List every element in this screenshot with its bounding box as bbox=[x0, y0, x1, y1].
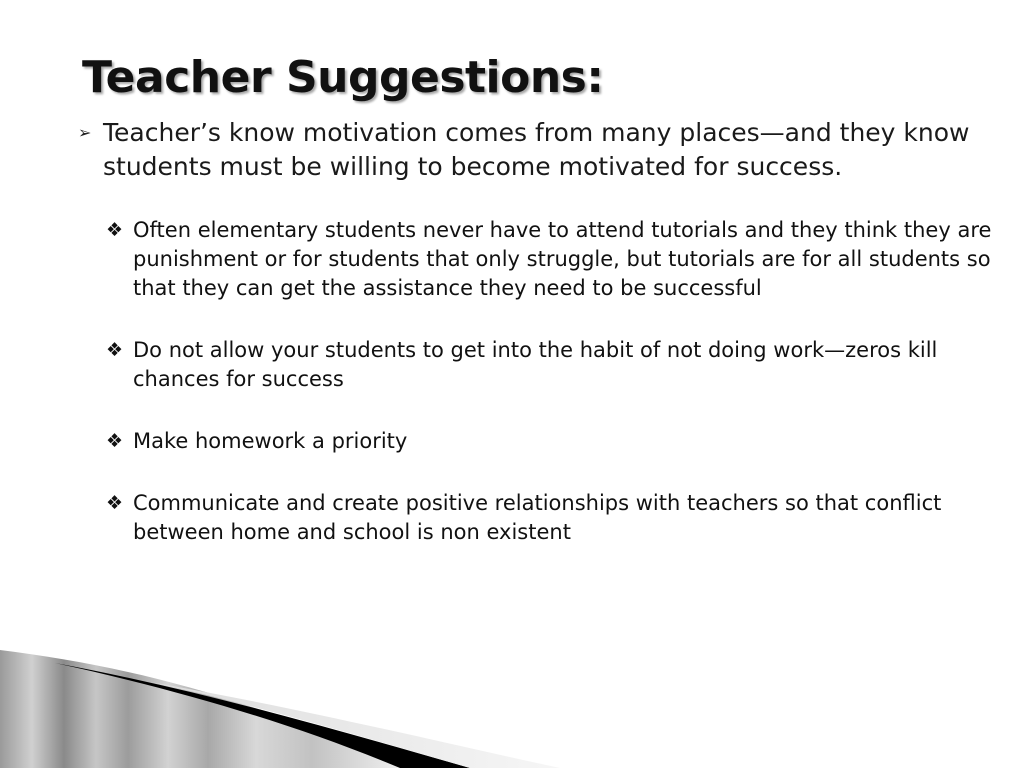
diamond-bullet-icon: ❖ bbox=[106, 430, 124, 452]
swoosh-gray-band bbox=[0, 650, 400, 768]
main-bullet-text: Teacher’s know motivation comes from many places—and they know students must be willing to become motivated for success. bbox=[103, 118, 970, 181]
arrowhead-bullet-icon: ➢ bbox=[78, 123, 92, 142]
slide-title: Teacher Suggestions: bbox=[82, 52, 604, 103]
diamond-bullet-icon: ❖ bbox=[106, 219, 124, 241]
sub-bullet-text: Do not allow your students to get into the habit of not doing work—zeros kill chances for success bbox=[133, 338, 938, 391]
sub-bullet-text: Make homework a priority bbox=[133, 429, 408, 453]
sub-bullet-text: Communicate and create positive relationships with teachers so that conflict between home and school is non existent bbox=[133, 491, 942, 544]
sub-bullet-text: Often elementary students never have to attend tutorials and they think they are punishment or for students that only struggle, but tutorials are for all students so that they can get the assistance they need to be successful bbox=[133, 218, 992, 300]
diamond-bullet-icon: ❖ bbox=[106, 339, 124, 361]
diamond-bullet-icon: ❖ bbox=[106, 492, 124, 514]
